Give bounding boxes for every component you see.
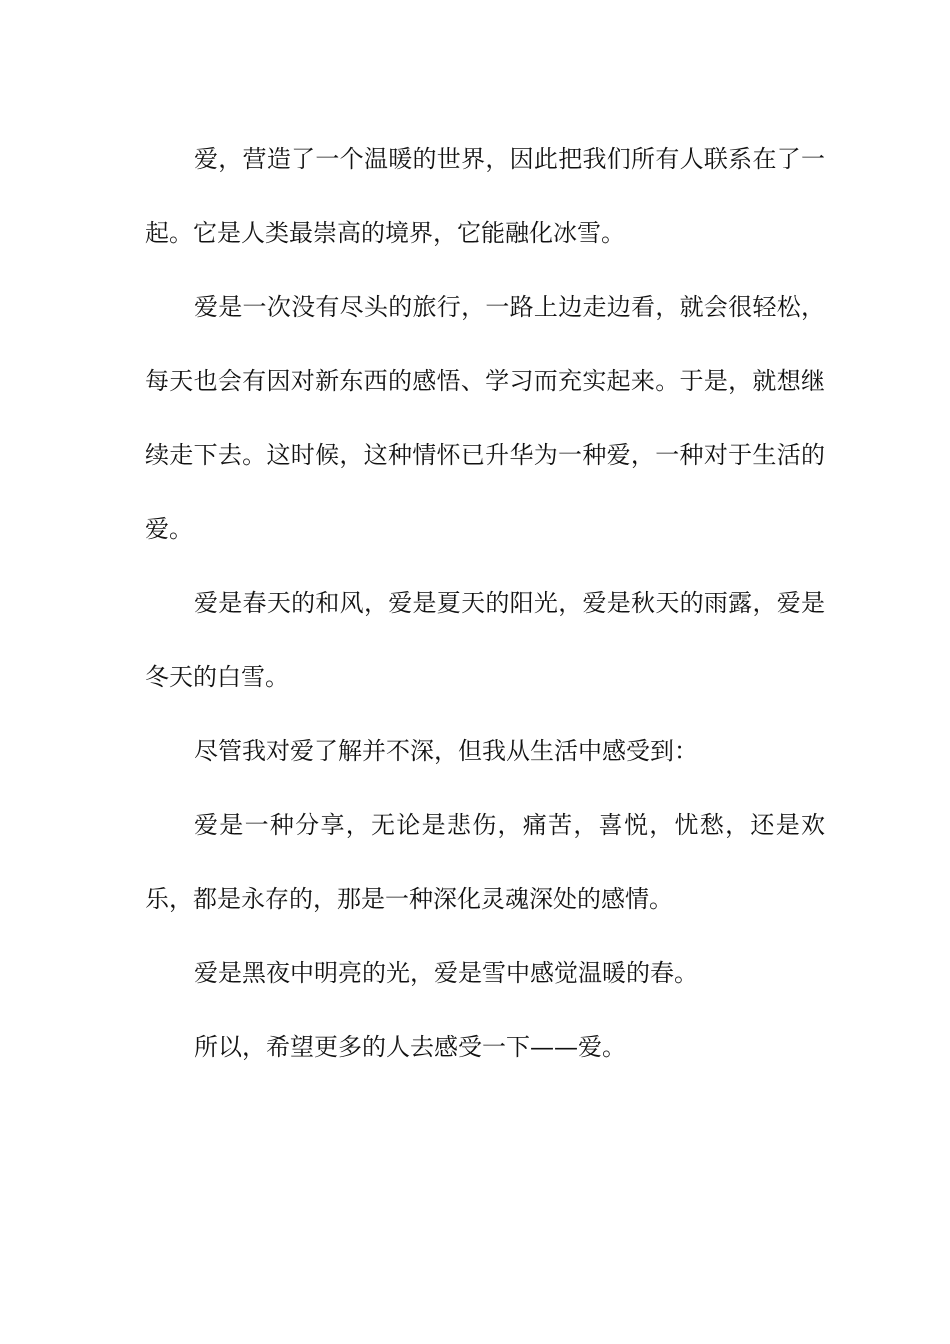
paragraph-5: 爱是一种分享，无论是悲伤，痛苦，喜悦，忧愁，还是欢乐，都是永存的，那是一种深化灵魂深处的感情。 (145, 811, 825, 913)
paragraph-1: 爱，营造了一个温暖的世界，因此把我们所有人联系在了一起。它是人类最崇高的境界，它能融化冰雪。 (145, 145, 825, 247)
paragraph-4: 尽管我对爱了解并不深，但我从生活中感受到： (194, 737, 698, 765)
paragraph-6: 爱是黑夜中明亮的光，爱是雪中感觉温暖的春。 (194, 959, 698, 987)
paragraph-3: 爱是春天的和风，爱是夏天的阳光，爱是秋天的雨露，爱是冬天的白雪。 (145, 589, 825, 691)
document-body (145, 122, 825, 1084)
paragraph-2: 爱是一次没有尽头的旅行，一路上边走边看，就会很轻松，每天也会有因对新东西的感悟、学习而充实起来。于是，就想继续走下去。这时候，这种情怀已升华为一种爱，一种对于生活的爱。 (145, 293, 825, 543)
paragraph-7: 所以，希望更多的人去感受一下——爱。 (194, 1033, 626, 1061)
